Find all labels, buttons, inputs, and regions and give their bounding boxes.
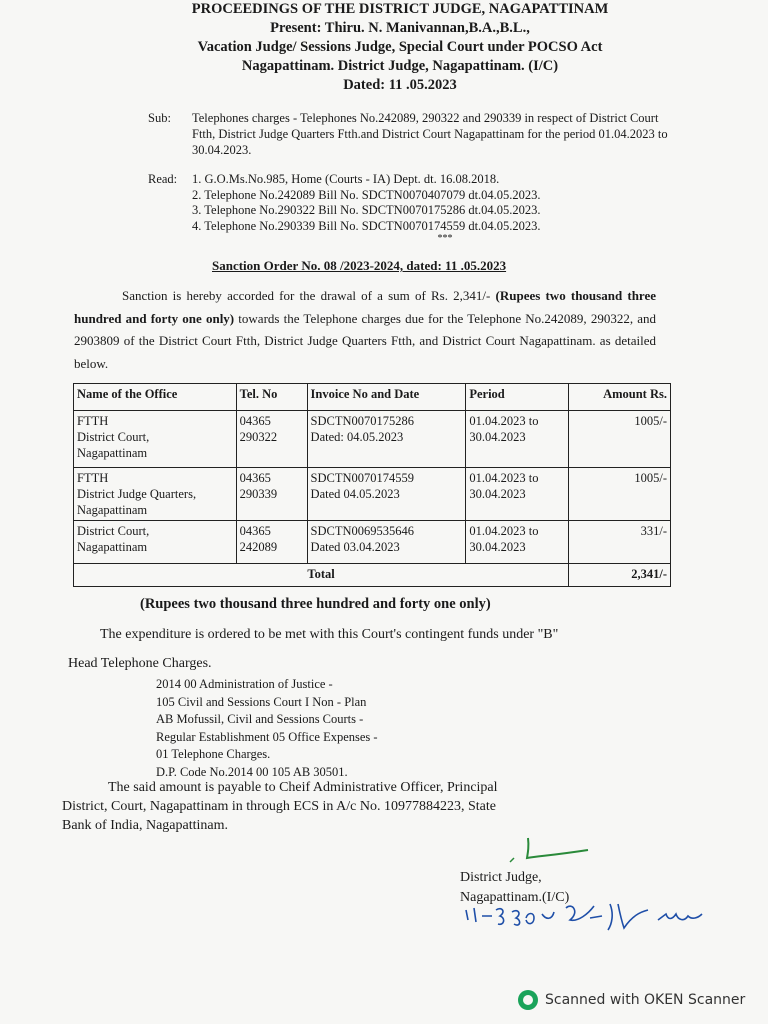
sanction-paragraph: [74, 285, 656, 375]
subject-label: Sub:: [148, 111, 171, 125]
amount-cell: 1005/-: [569, 468, 671, 521]
office-line: Nagapattinam: [77, 540, 148, 554]
period-cell: [466, 468, 569, 521]
table-total-row: [74, 564, 671, 587]
header-line-1: PROCEEDINGS OF THE DISTRICT JUDGE, NAGAPATTINAM: [191, 1, 609, 17]
charges-table: [73, 383, 671, 587]
subject-text: Telephones charges - Telephones No.242089, 290322 and 290339 in respect of District Court Ftth, District Judge Quarters Ftth.and District Court Nagapattinam for the period 01.04.2023 to 30.04.2023.: [192, 111, 668, 157]
invoice-cell: [307, 521, 466, 564]
payable-line-3: Bank of India, Nagapattinam.: [62, 818, 229, 833]
invoice-line: Dated: 04.05.2023: [310, 430, 404, 444]
tel-cell: [236, 468, 307, 521]
expenditure-line-1: The expenditure is ordered to be met with this Court's contingent funds under "B": [100, 627, 559, 642]
office-line: Nagapattinam: [77, 503, 148, 517]
period-line: 30.04.2023: [469, 540, 526, 554]
payable-paragraph: [62, 778, 658, 835]
header-line-3: Vacation Judge/ Sessions Judge, Special Court under POCSO Act: [197, 39, 603, 55]
tel-cell: [236, 411, 307, 468]
invoice-cell: [307, 411, 466, 468]
invoice-line: SDCTN0069535646: [310, 524, 415, 538]
scanner-logo-icon: [518, 990, 538, 1010]
total-amount: 2,341/-: [569, 564, 671, 587]
budget-head-line: 01 Telephone Charges.: [156, 747, 271, 761]
handwritten-initials: [462, 898, 712, 938]
tel-line: 290322: [239, 430, 278, 444]
expenditure-paragraph: [68, 620, 658, 678]
read-item: 2. Telephone No.242089 Bill No. SDCTN0070407079 dt.04.05.2023.: [192, 187, 541, 202]
scanner-watermark: [518, 990, 745, 1010]
tel-line: 04365: [239, 471, 271, 485]
tel-cell: [236, 521, 307, 564]
office-line: District Court,: [77, 524, 150, 538]
col-header-tel: Tel. No: [236, 384, 307, 411]
total-label: Total: [74, 564, 569, 587]
header-line-2: Present: Thiru. N. Manivannan,B.A.,B.L.,: [270, 20, 530, 36]
budget-head-line: 105 Civil and Sessions Court I Non - Plan: [156, 694, 367, 709]
approval-tick-mark: [500, 830, 600, 870]
read-item: 4. Telephone No.290339 Bill No. SDCTN0070174559 dt.04.05.2023.: [192, 218, 541, 233]
tel-line: 242089: [239, 540, 278, 554]
office-cell: [74, 411, 237, 468]
invoice-line: Dated 04.05.2023: [310, 487, 400, 501]
signature-title: District Judge,: [460, 870, 542, 885]
office-line: FTTH: [77, 471, 109, 485]
tel-line: 290339: [239, 487, 278, 501]
office-line: FTTH: [77, 414, 109, 428]
office-cell: [74, 468, 237, 521]
sanction-order-title: Sanction Order No. 08 /2023-2024, dated: 11 .05.2023: [212, 258, 507, 273]
expenditure-line-2: Head Telephone Charges.: [68, 656, 212, 671]
office-line: Nagapattinam: [77, 446, 148, 460]
signature-place: Nagapattinam.(I/C): [460, 890, 570, 905]
budget-head-line: Regular Establishment 05 Office Expenses -: [156, 729, 378, 744]
period-line: 01.04.2023 to: [469, 524, 539, 538]
amount-cell: 331/-: [569, 521, 671, 564]
separator-stars: ***: [437, 233, 453, 244]
sanction-text-2: towards the Telephone charges due for the Telephone No.242089, 290322, and 2903809 of the District Court Ftth, District Judge Quarters Ftth, and District Court Nagapattinam. as detailed below.: [74, 310, 656, 371]
sanction-text-1: Sanction is hereby accorded for the drawal of a sum of Rs. 2,341/-: [122, 288, 496, 303]
amount-in-words: (Rupees two thousand three hundred and forty one only): [140, 596, 491, 612]
amount-cell: 1005/-: [569, 411, 671, 468]
period-line: 30.04.2023: [469, 430, 526, 444]
period-line: 30.04.2023: [469, 487, 526, 501]
subject-block: [148, 110, 668, 158]
payable-line-2: District, Court, Nagapattinam in through ECS in A/c No. 10977884223, State: [62, 799, 496, 814]
invoice-cell: [307, 468, 466, 521]
period-line: 01.04.2023 to: [469, 471, 539, 485]
budget-head-line: 2014 00 Administration of Justice -: [156, 677, 333, 691]
office-cell: [74, 521, 237, 564]
col-header-office: Name of the Office: [74, 384, 237, 411]
period-cell: [466, 411, 569, 468]
budget-heads: [156, 676, 378, 781]
budget-head-line: D.P. Code No.2014 00 105 AB 30501.: [156, 764, 348, 779]
tel-line: 04365: [239, 414, 271, 428]
period-cell: [466, 521, 569, 564]
office-line: District Judge Quarters,: [77, 487, 197, 501]
tel-line: 04365: [239, 524, 271, 538]
read-item: 1. G.O.Ms.No.985, Home (Courts - IA) Dept. dt. 16.08.2018.: [192, 172, 500, 186]
invoice-line: Dated 03.04.2023: [310, 540, 400, 554]
col-header-invoice: Invoice No and Date: [307, 384, 466, 411]
read-item: 3. Telephone No.290322 Bill No. SDCTN0070175286 dt.04.05.2023.: [192, 203, 541, 217]
budget-head-line: AB Mofussil, Civil and Sessions Courts -: [156, 712, 364, 726]
table-row: [74, 521, 671, 564]
col-header-period: Period: [466, 384, 569, 411]
period-line: 01.04.2023 to: [469, 414, 539, 428]
invoice-line: SDCTN0070175286: [310, 414, 415, 428]
table-row: [74, 468, 671, 521]
table-row: [74, 411, 671, 468]
read-label: Read:: [148, 172, 178, 186]
proceedings-header: [140, 0, 660, 95]
payable-line-1: The said amount is payable to Cheif Administrative Officer, Principal: [108, 780, 498, 795]
header-line-4: Nagapattinam. District Judge, Nagapattinam. (I/C): [241, 58, 559, 74]
table-header-row: [74, 384, 671, 411]
scanner-label: Scanned with OKEN Scanner: [545, 992, 746, 1008]
invoice-line: SDCTN0070174559: [310, 471, 415, 485]
read-block: [148, 172, 668, 244]
sanction-text-bold: (Rupees two thousand three hundred and forty one only): [74, 288, 657, 326]
office-line: District Court,: [77, 430, 150, 444]
header-dated: Dated: 11 .05.2023: [343, 77, 457, 93]
col-header-amount: Amount Rs.: [569, 384, 671, 411]
